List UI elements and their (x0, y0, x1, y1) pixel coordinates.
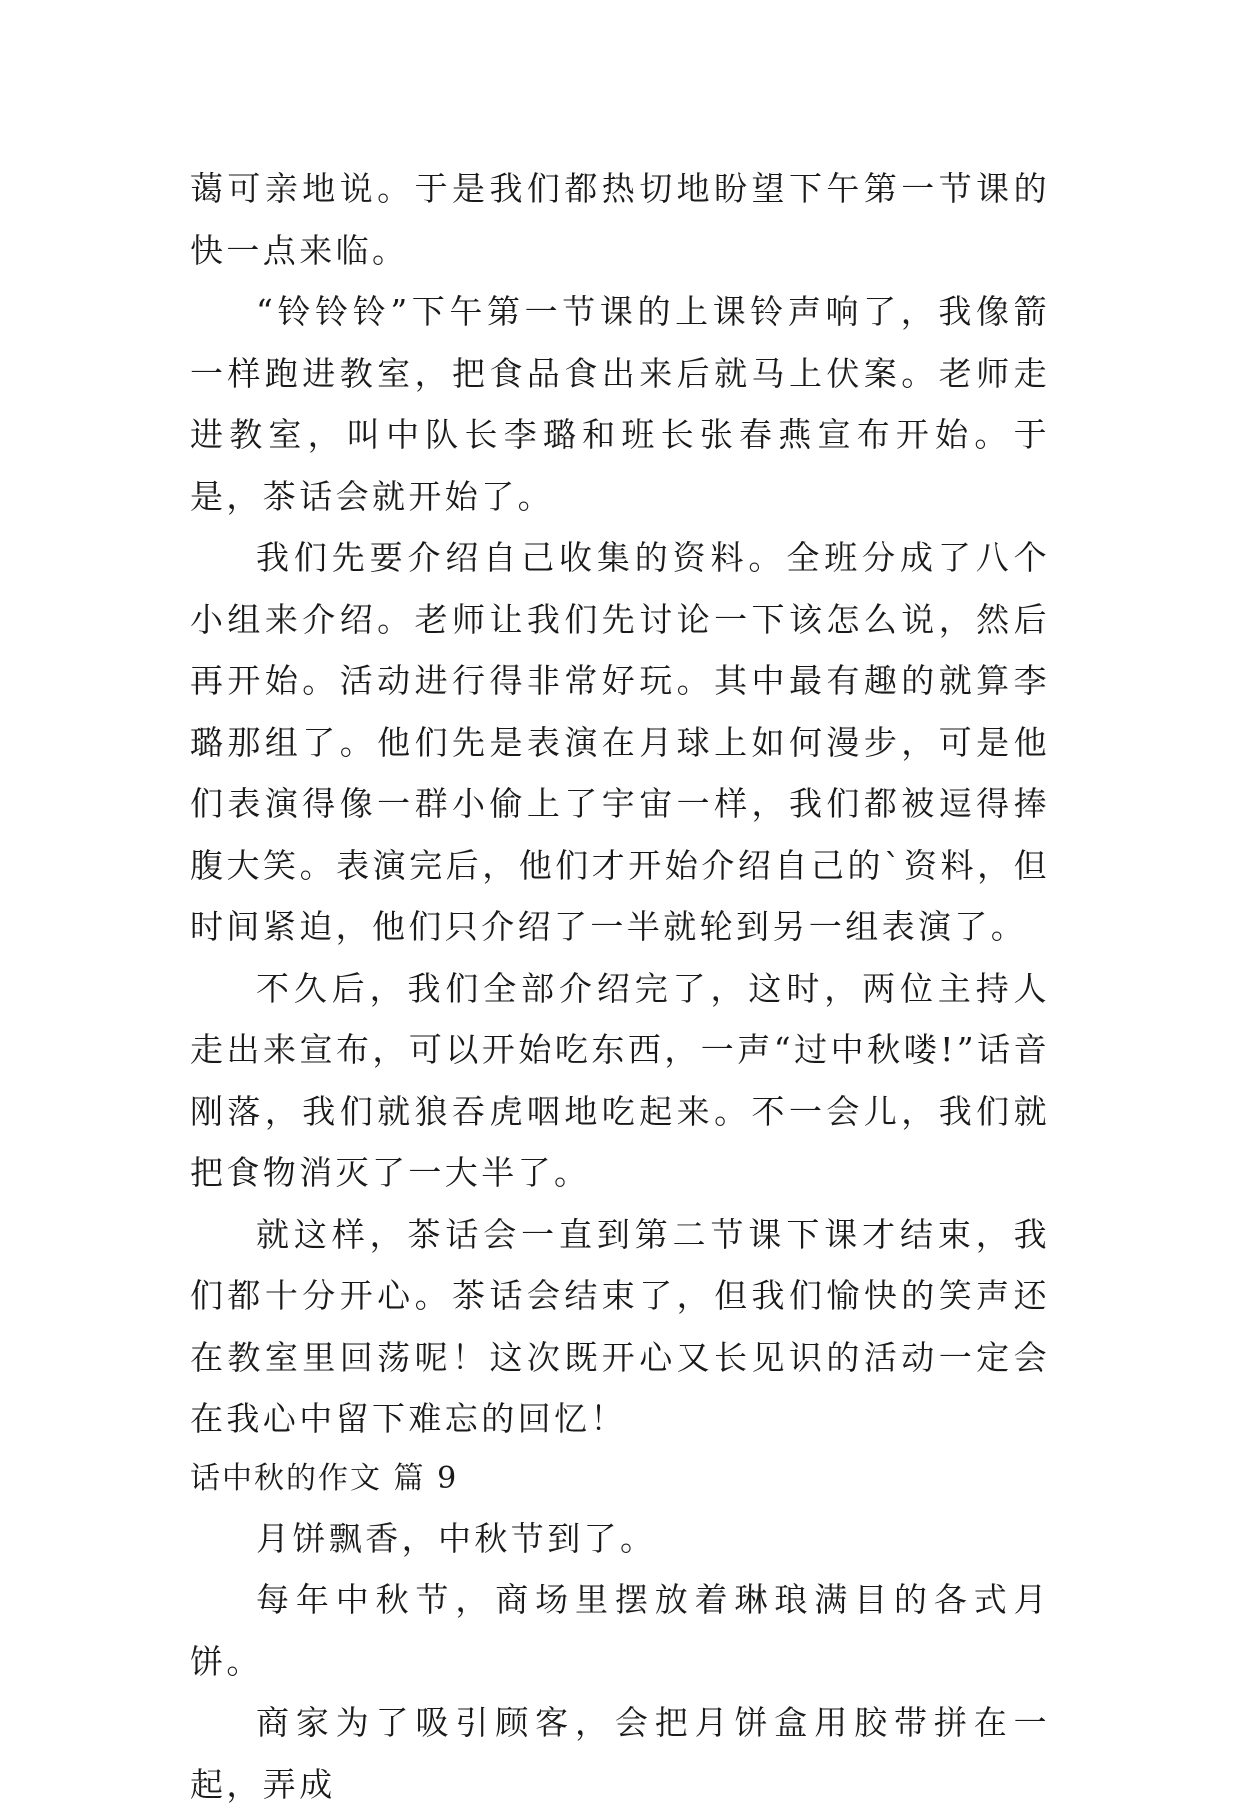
paragraph-continued: 蔼可亲地说。于是我们都热切地盼望下午第一节课的快一点来临。 (190, 169, 1050, 270)
article-body (190, 158, 1050, 1815)
paragraph-mall-mooncakes: 每年中秋节，商场里摆放着琳琅满目的各式月饼。 (190, 1580, 1050, 1681)
paragraph-bell-rings: “铃铃铃”下午第一节课的上课铃声响了，我像箭一样跑进教室，把食品食出来后就马上伏案。老师走进教室，叫中队长李璐和班长张春燕宣布开始。于是，茶话会就开始了。 (190, 292, 1050, 516)
section-heading: 话中秋的作文 篇 9 (190, 1460, 459, 1496)
paragraph-eating: 不久后，我们全部介绍完了，这时，两位主持人走出来宣布，可以开始吃东西，一声“过中秋喽!”话音刚落，我们就狼吞虎咽地吃起来。不一会儿，我们就把食物消灭了一大半了。 (190, 968, 1050, 1192)
paragraph-introductions: 我们先要介绍自己收集的资料。全班分成了八个小组来介绍。老师让我们先讨论一下该怎么说，然后再开始。活动进行得非常好玩。其中最有趣的就算李璐那组了。他们先是表演在月球上如何漫步，可是他们表演得像一群小偷上了宇宙一样，我们都被逗得捧腹大笑。表演完后，他们才开始介绍自己的`资料，但时间紧迫，他们只介绍了一半就轮到另一组表演了。 (190, 538, 1050, 946)
paragraph-mooncake-fragrance: 月饼飘香，中秋节到了。 (256, 1518, 657, 1558)
paragraph-ending: 就这样，茶话会一直到第二节课下课才结束，我们都十分开心。茶话会结束了，但我们愉快的笑声还在教室里回荡呢！这次既开心又长见识的活动一定会在我心中留下难忘的回忆！ (190, 1214, 1050, 1438)
paragraph-merchants: 商家为了吸引顾客，会把月饼盒用胶带拼在一起，弄成 (190, 1703, 1050, 1804)
